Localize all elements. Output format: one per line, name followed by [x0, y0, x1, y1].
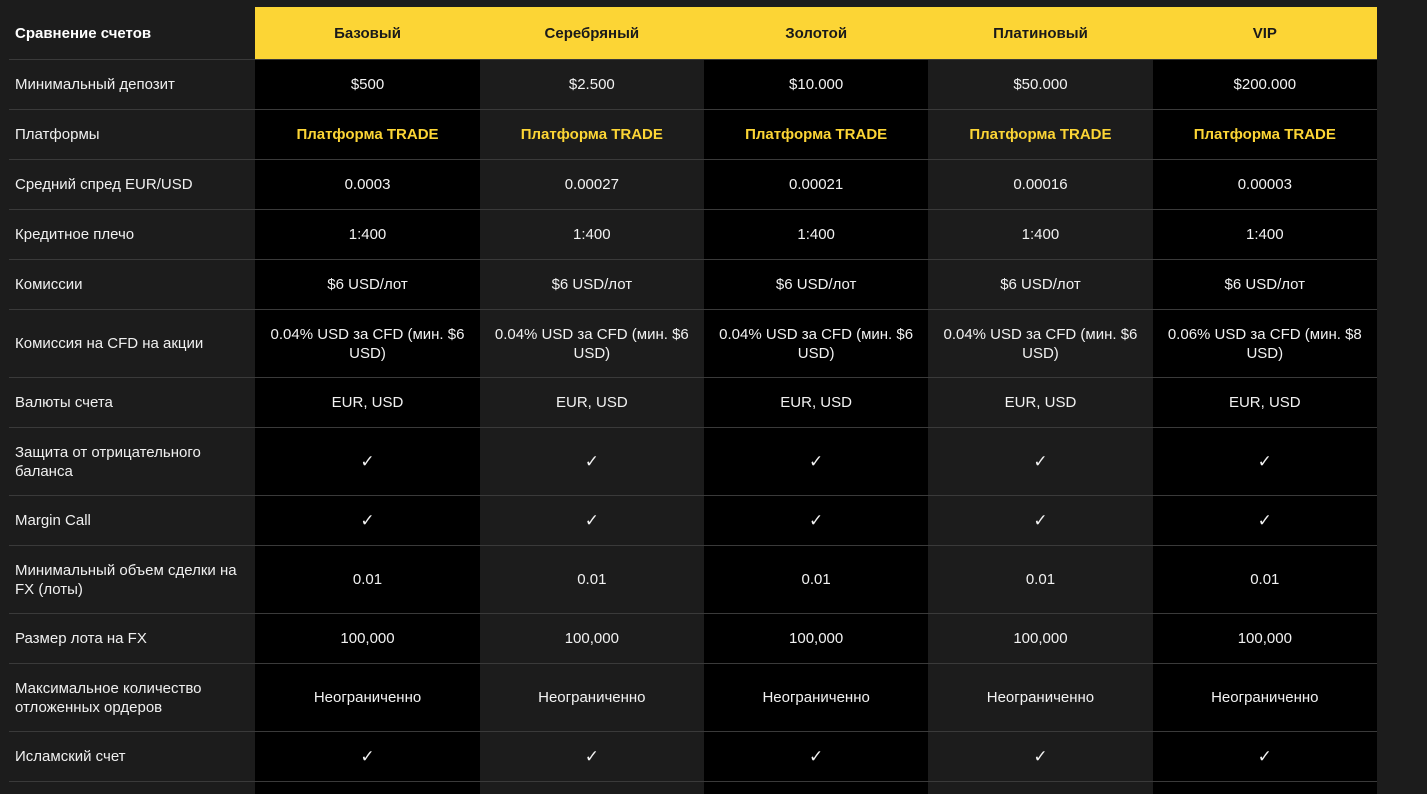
table-cell: Неограниченно — [928, 664, 1152, 732]
table-cell: 0.04% USD за CFD (мин. $6 USD) — [255, 310, 479, 378]
table-row — [9, 110, 1377, 160]
table-row — [9, 732, 1377, 782]
table-row — [9, 60, 1377, 110]
check-icon: ✓ — [704, 732, 928, 782]
table-cell: 100,000 — [480, 614, 704, 664]
table-cell: Неограниченно — [255, 664, 479, 732]
row-label-min-trade-volume: Минимальный объем сделки на FX (лоты) — [9, 546, 255, 614]
row-label-account-currencies: Валюты счета — [9, 378, 255, 428]
table-cell: EUR, USD — [704, 378, 928, 428]
table-cell: 0.00021 — [704, 160, 928, 210]
table-row — [9, 378, 1377, 428]
table-cell — [1153, 782, 1377, 794]
table-cell: EUR, USD — [255, 378, 479, 428]
row-label-min-deposit: Минимальный депозит — [9, 60, 255, 110]
table-cell: 0.04% USD за CFD (мин. $6 USD) — [704, 310, 928, 378]
row-label-cfd-commission: Комиссия на CFD на акции — [9, 310, 255, 378]
table-cell: 0.01 — [1153, 546, 1377, 614]
table-cell: EUR, USD — [928, 378, 1152, 428]
row-label-islamic-account: Исламский счет — [9, 732, 255, 782]
check-icon: ✓ — [480, 496, 704, 546]
table-cell: 100,000 — [255, 614, 479, 664]
table-cell: 0.00027 — [480, 160, 704, 210]
table-cell: Неограниченно — [704, 664, 928, 732]
row-label-negative-balance-protection: Защита от отрицательного баланса — [9, 428, 255, 496]
table-row — [9, 782, 1377, 794]
table-cell: 0.01 — [480, 546, 704, 614]
table-row — [9, 546, 1377, 614]
table-body — [9, 60, 1377, 794]
check-icon: ✓ — [928, 496, 1152, 546]
page-right-margin — [1377, 0, 1427, 794]
platform-link[interactable]: Платформа TRADE — [704, 110, 928, 160]
row-label-partial — [9, 782, 255, 794]
table-row — [9, 310, 1377, 378]
plan-header-gold: Золотой — [704, 7, 928, 60]
table-cell: 0.04% USD за CFD (мин. $6 USD) — [480, 310, 704, 378]
table-cell: $500 — [255, 60, 479, 110]
table-cell: 0.01 — [704, 546, 928, 614]
check-icon: ✓ — [255, 428, 479, 496]
table-cell: $10.000 — [704, 60, 928, 110]
table-cell: Неограниченно — [1153, 664, 1377, 732]
comparison-title: Сравнение счетов — [9, 7, 255, 60]
table-cell: $6 USD/лот — [704, 260, 928, 310]
table-cell: 100,000 — [704, 614, 928, 664]
table-cell — [480, 782, 704, 794]
plan-header-basic: Базовый — [255, 7, 479, 60]
table-cell: Неограниченно — [480, 664, 704, 732]
row-label-platforms: Платформы — [9, 110, 255, 160]
table-cell: 0.01 — [255, 546, 479, 614]
table-cell: $6 USD/лот — [928, 260, 1152, 310]
table-cell — [704, 782, 928, 794]
check-icon: ✓ — [704, 496, 928, 546]
table-row — [9, 614, 1377, 664]
table-cell: 0.00016 — [928, 160, 1152, 210]
table-cell: $6 USD/лот — [1153, 260, 1377, 310]
table-cell: $2.500 — [480, 60, 704, 110]
row-label-lot-size: Размер лота на FX — [9, 614, 255, 664]
table-header-row — [9, 7, 1377, 60]
table-cell: 0.06% USD за CFD (мин. $8 USD) — [1153, 310, 1377, 378]
table-cell: 1:400 — [704, 210, 928, 260]
plan-header-silver: Серебряный — [480, 7, 704, 60]
table-row — [9, 210, 1377, 260]
check-icon: ✓ — [480, 732, 704, 782]
table-cell: EUR, USD — [1153, 378, 1377, 428]
table-cell: $6 USD/лот — [255, 260, 479, 310]
table-cell: 0.00003 — [1153, 160, 1377, 210]
platform-link[interactable]: Платформа TRADE — [1153, 110, 1377, 160]
table-cell: 0.04% USD за CFD (мин. $6 USD) — [928, 310, 1152, 378]
table-cell: 1:400 — [928, 210, 1152, 260]
check-icon: ✓ — [928, 732, 1152, 782]
table-row — [9, 160, 1377, 210]
check-icon: ✓ — [255, 496, 479, 546]
platform-link[interactable]: Платформа TRADE — [480, 110, 704, 160]
table-cell: $6 USD/лот — [480, 260, 704, 310]
table-cell: $200.000 — [1153, 60, 1377, 110]
table-cell: EUR, USD — [480, 378, 704, 428]
table-row — [9, 260, 1377, 310]
table-row — [9, 496, 1377, 546]
plan-header-vip: VIP — [1153, 7, 1377, 60]
account-comparison-table — [9, 7, 1377, 794]
check-icon: ✓ — [704, 428, 928, 496]
row-label-leverage: Кредитное плечо — [9, 210, 255, 260]
check-icon: ✓ — [480, 428, 704, 496]
check-icon: ✓ — [1153, 496, 1377, 546]
table-cell: 100,000 — [1153, 614, 1377, 664]
row-label-margin-call: Margin Call — [9, 496, 255, 546]
table-cell — [255, 782, 479, 794]
table-row — [9, 428, 1377, 496]
plan-header-platinum: Платиновый — [928, 7, 1152, 60]
table-cell: 100,000 — [928, 614, 1152, 664]
table-cell: $50.000 — [928, 60, 1152, 110]
table-cell: 1:400 — [480, 210, 704, 260]
table-cell — [928, 782, 1152, 794]
platform-link[interactable]: Платформа TRADE — [255, 110, 479, 160]
check-icon: ✓ — [928, 428, 1152, 496]
table-cell: 0.01 — [928, 546, 1152, 614]
table-cell: 1:400 — [1153, 210, 1377, 260]
table-cell: 1:400 — [255, 210, 479, 260]
table-cell: 0.0003 — [255, 160, 479, 210]
table-row — [9, 664, 1377, 732]
row-label-max-pending-orders: Максимальное количество отложенных ордеров — [9, 664, 255, 732]
platform-link[interactable]: Платформа TRADE — [928, 110, 1152, 160]
row-label-spread: Средний спред EUR/USD — [9, 160, 255, 210]
check-icon: ✓ — [255, 732, 479, 782]
check-icon: ✓ — [1153, 732, 1377, 782]
check-icon: ✓ — [1153, 428, 1377, 496]
row-label-commissions: Комиссии — [9, 260, 255, 310]
